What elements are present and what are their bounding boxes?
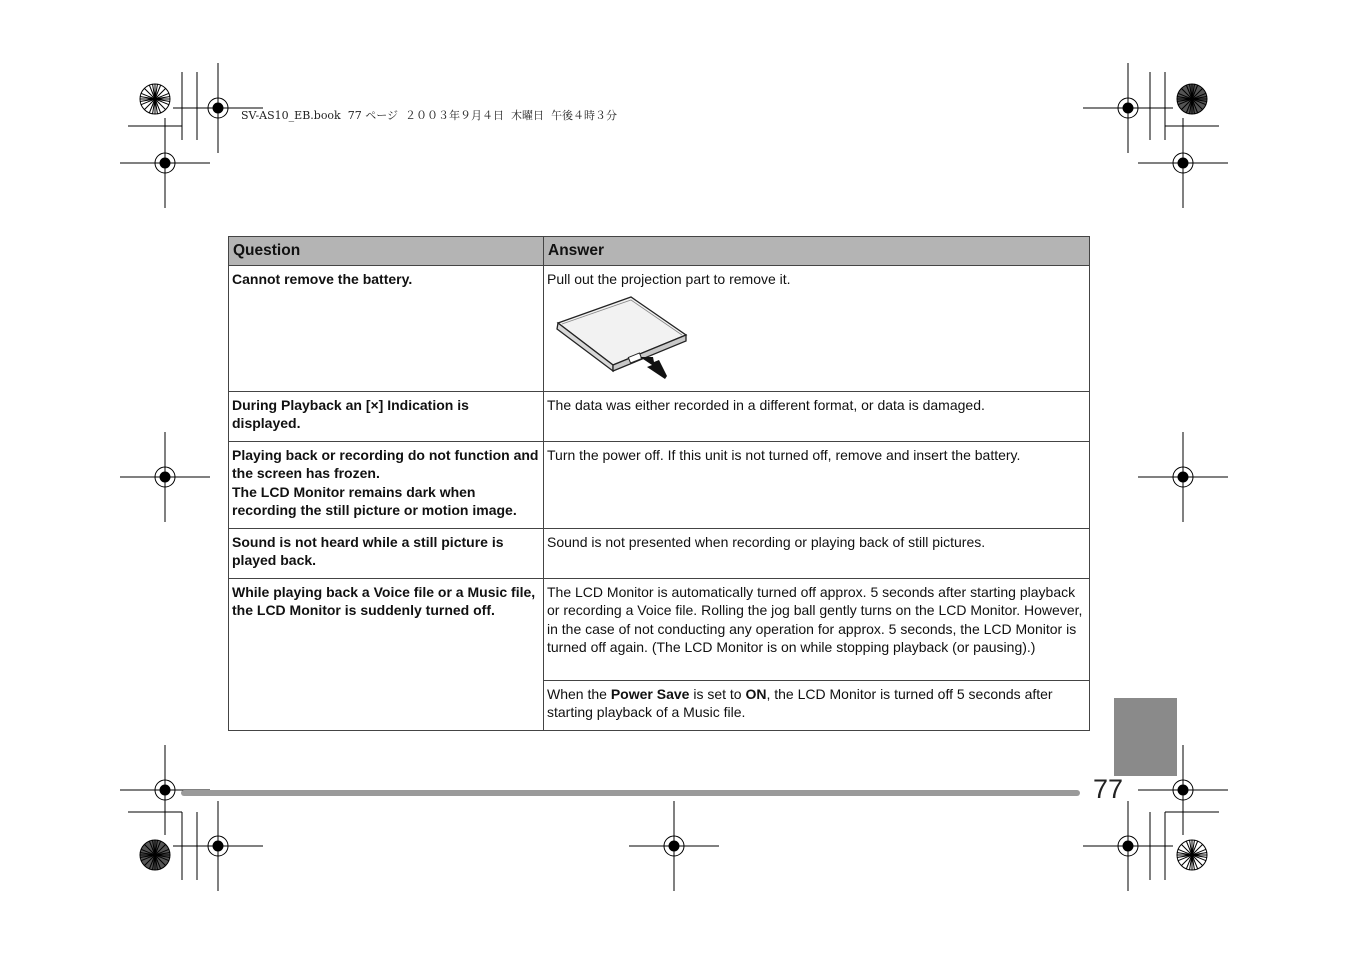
answer-text: Pull out the projection part to remove it. xyxy=(547,271,791,287)
book-info-header: SV-AS10_EB.book 77 ページ ２００３年９月４日 木曜日 午後４時３分 xyxy=(241,109,617,122)
on-setting: ON xyxy=(745,685,767,702)
battery-illustration xyxy=(553,295,693,383)
question-cell: Sound is not heard while a still picture is played back. xyxy=(229,528,544,578)
table-row xyxy=(229,528,1090,578)
arrow-icon xyxy=(640,357,667,379)
answer-text: When the xyxy=(547,685,611,702)
question-cell xyxy=(229,441,544,528)
footer-rule xyxy=(181,790,1080,796)
answer-cell: Turn the power off. If this unit is not turned off, remove and insert the battery. xyxy=(544,441,1090,528)
section-tab xyxy=(1114,698,1177,776)
answer-text: is set to xyxy=(689,685,746,702)
answer-cell xyxy=(544,680,1090,730)
question-column-header: Question xyxy=(229,237,544,266)
power-save-setting: Power Save xyxy=(610,685,690,702)
question-line: The LCD Monitor remains dark when recording the still picture or motion image. xyxy=(232,483,517,518)
table-header-row xyxy=(229,237,1090,266)
question-cell: Cannot remove the battery. xyxy=(229,266,544,392)
troubleshooting-table xyxy=(228,236,1090,731)
answer-cell: The data was either recorded in a different format, or data is damaged. xyxy=(544,391,1090,441)
question-cell: During Playback an [×] Indication is displayed. xyxy=(229,391,544,441)
question-line: Playing back or recording do not function and the screen has frozen. xyxy=(232,446,539,481)
question-cell: While playing back a Voice file or a Music file, the LCD Monitor is suddenly turned off. xyxy=(229,578,544,730)
table-row xyxy=(229,266,1090,392)
page-number: 77 xyxy=(1093,774,1124,804)
table-row xyxy=(229,391,1090,441)
table-row xyxy=(229,441,1090,528)
answer-text: , the LCD Monitor is turned off 5 seconds after starting playback of a Music file. xyxy=(547,685,1053,720)
answer-cell: Sound is not presented when recording or playing back of still pictures. xyxy=(544,528,1090,578)
answer-column-header: Answer xyxy=(544,237,1090,266)
answer-cell: The LCD Monitor is automatically turned off approx. 5 seconds after starting playback or recording a Voice file. Rolling the jog ball gently turns on the LCD Monitor. However, in the case of not conducting any operation for approx. 5 seconds, the LCD Monitor is turned off again. (The LCD Monitor is on while stopping playback (or pausing).) xyxy=(544,578,1090,680)
answer-cell xyxy=(544,266,1090,392)
table-row xyxy=(229,578,1090,680)
